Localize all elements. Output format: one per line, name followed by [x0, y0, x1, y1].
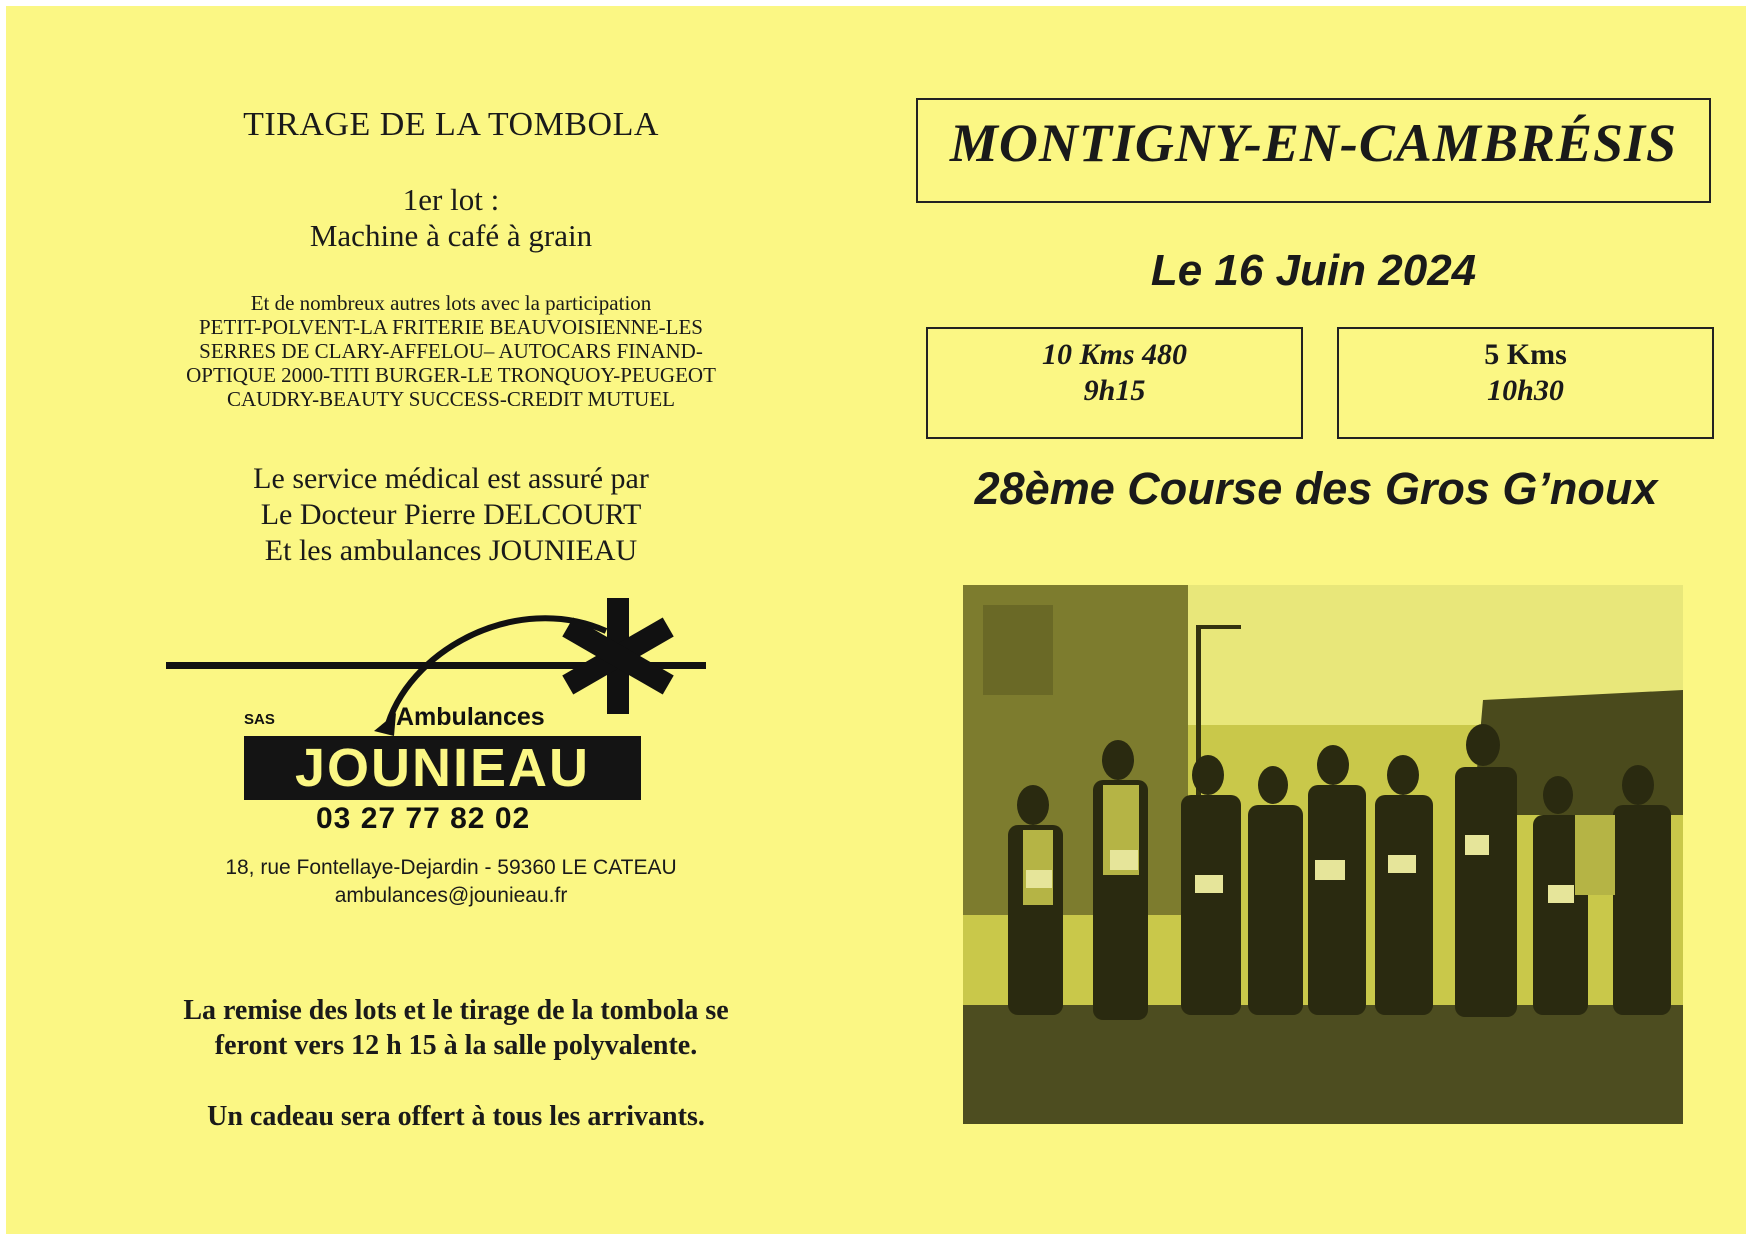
- runners-photo: [963, 585, 1683, 1124]
- medical-line: Le Docteur Pierre DELCOURT: [260, 498, 642, 531]
- sponsors-line: PETIT-POLVENT-LA FRITERIE BEAUVOISIENNE-LES: [199, 315, 703, 339]
- course-title: 28ème Course des Gros G’noux: [974, 463, 1658, 514]
- remise-line: feront vers 12 h 15 à la salle polyvalente.: [214, 1030, 698, 1061]
- star-of-life-icon: [561, 591, 676, 721]
- tombola-title: TIRAGE DE LA TOMBOLA: [243, 106, 659, 143]
- race-5k-box: [1337, 327, 1714, 439]
- medical-line: Le service médical est assuré par: [253, 462, 649, 495]
- first-prize-name: Machine à café à grain: [309, 218, 593, 253]
- prize-ceremony-info: [96, 993, 816, 1063]
- logo-company-name: JOUNIEAU: [244, 736, 641, 800]
- race-time: 10h30: [1487, 374, 1564, 407]
- remise-line: La remise des lots et le tirage de la tombola se: [183, 995, 729, 1026]
- race-distance: 10 Kms 480: [1041, 338, 1188, 371]
- sponsors-line: CAUDRY-BEAUTY SUCCESS-CREDIT MUTUEL: [226, 387, 676, 411]
- street-address: 18, rue Fontellaye-Dejardin - 59360 LE CATEAU: [225, 856, 677, 879]
- sponsors-line: SERRES DE CLARY-AFFELOU– AUTOCARS FINAND-: [199, 339, 703, 363]
- sponsors-block: [106, 291, 796, 411]
- event-date: Le 16 Juin 2024: [1150, 246, 1477, 295]
- medical-service: [126, 461, 776, 569]
- sponsors-intro: Et de nombreux autres lots avec la participation: [250, 291, 652, 315]
- race-10k-box: [926, 327, 1303, 439]
- medical-line: Et les ambulances JOUNIEAU: [264, 534, 638, 567]
- first-prize: [126, 182, 776, 254]
- logo-phone: 03 27 77 82 02: [316, 802, 531, 835]
- town-title: MONTIGNY-EN-CAMBRÉSIS: [949, 113, 1678, 173]
- logo-sas: SAS: [244, 711, 275, 728]
- race-distance: 5 Kms: [1484, 338, 1567, 371]
- flyer-sheet: [6, 6, 1746, 1234]
- logo-ambulances: Ambulances: [396, 703, 545, 731]
- town-title-box: [916, 98, 1711, 203]
- gift-notice: Un cadeau sera offert à tous les arrivants.: [207, 1101, 705, 1132]
- sponsors-line: OPTIQUE 2000-TITI BURGER-LE TRONQUOY-PEUGEOT: [186, 363, 716, 387]
- address-block: [126, 854, 776, 910]
- ambulance-logo: [166, 591, 726, 835]
- email-address: ambulances@jounieau.fr: [334, 884, 568, 907]
- first-prize-label: 1er lot :: [402, 182, 500, 217]
- race-time: 9h15: [1083, 374, 1146, 407]
